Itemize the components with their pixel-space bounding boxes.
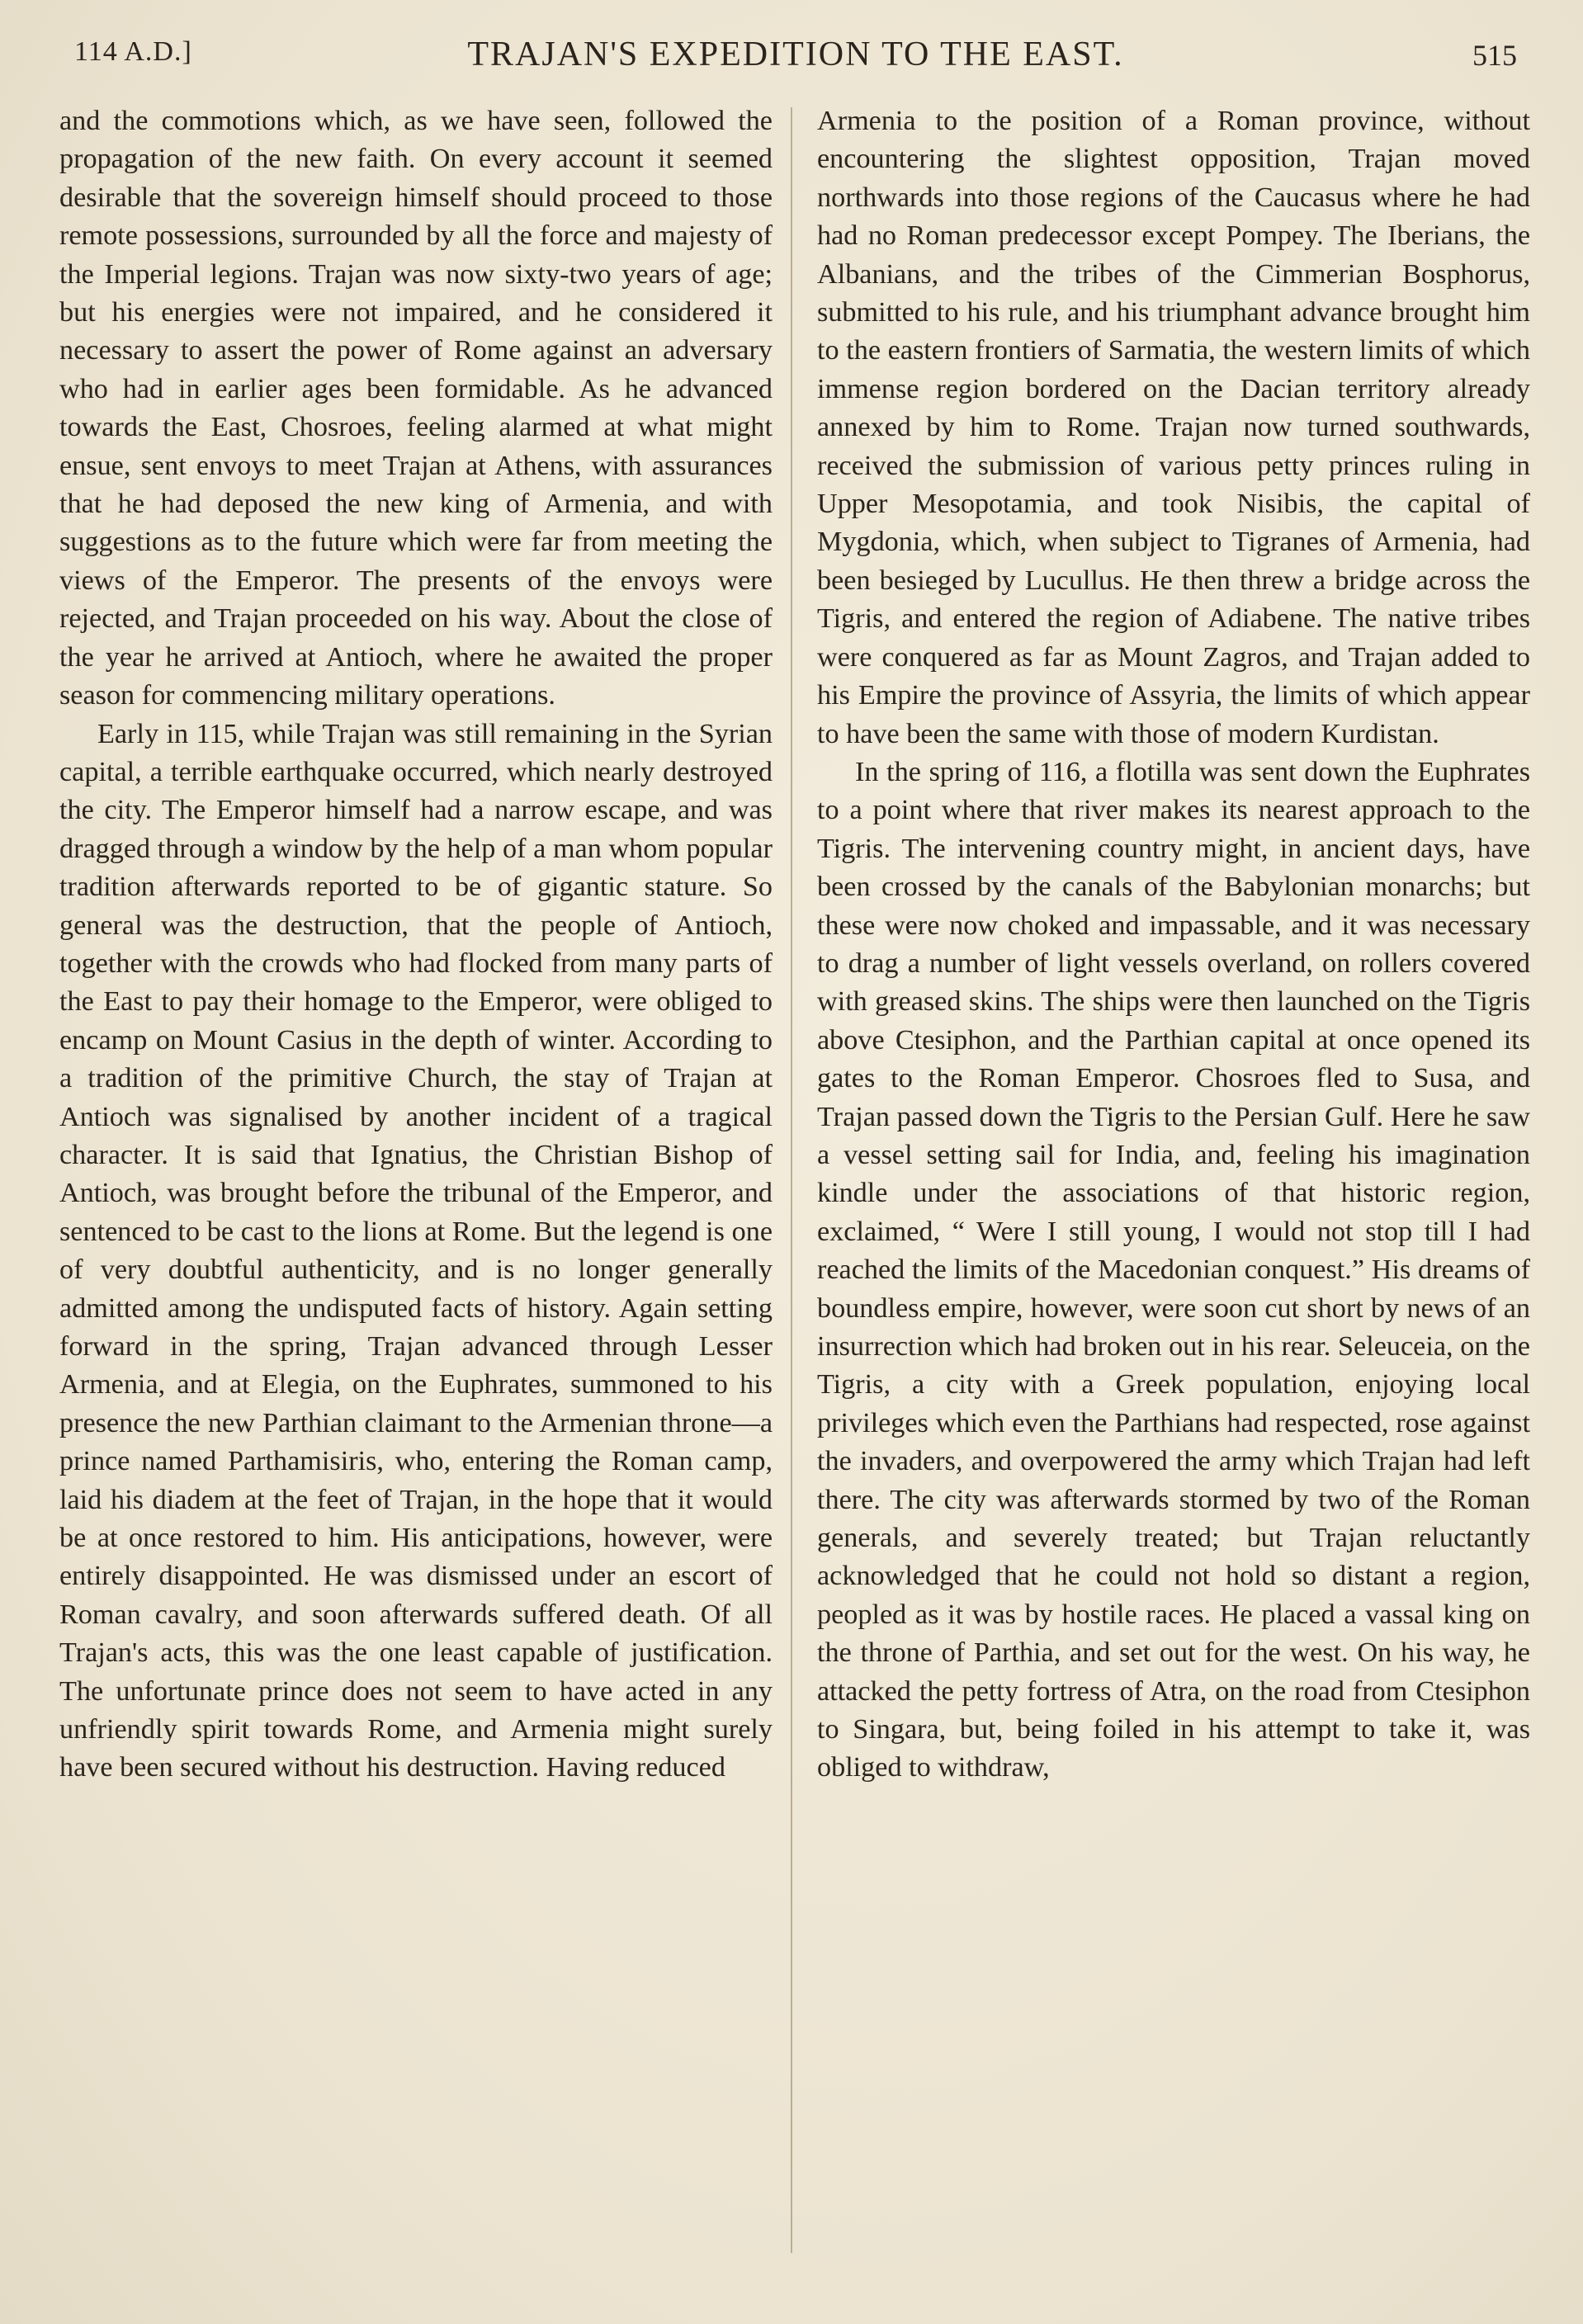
left-column — [59, 102, 773, 1788]
paragraph: and the commotions which, as we have seen, followed the propagation of the new faith. On every account it seemed desirable that the sovereign himself should proceed to those remote possessions, surrounded by all the force and majesty of the Imperial legions. Trajan was now sixty-two years of age; but his energies were not impaired, and he considered it necessary to assert the power of Rome against an adversary who had in earlier ages been formidable. As he advanced towards the East, Chosroes, feeling alarmed at what might ensue, sent envoys to meet Trajan at Athens, with assurances that he had deposed the new king of Armenia, and with suggestions as to the future which were far from meeting the views of the Emperor. The presents of the envoys were rejected, and Trajan proceeded on his way. About the close of the year he arrived at Antioch, where he awaited the proper season for commencing military operations. — [59, 106, 773, 711]
header-date: 114 A.D.] — [74, 36, 192, 67]
paragraph: Armenia to the position of a Roman province, without encountering the slightest opposition, Trajan moved northwards into those regions of the Caucasus where he had had no Roman predecessor except Pompey. The Iberians, the Albanians, and the tribes of the Cimmerian Bosphorus, submitted to his rule, and his triumphant advance brought him to the eastern frontiers of Sarmatia, the western limits of which immense region bordered on the Dacian territory already annexed by him to Rome. Trajan now turned southwards, received the submission of various petty princes ruling in Upper Mesopotamia, and took Nisibis, the capital of Mygdonia, which, when subject to Tigranes of Armenia, had been besieged by Lucullus. He then threw a bridge across the Tigris, and entered the region of Adiabene. The native tribes were conquered as far as Mount Zagros, and Trajan added to his Empire the province of Assyria, the limits of which appear to have been the same with those of modern Kurdistan. — [817, 106, 1530, 749]
paragraph: Early in 115, while Trajan was still remaining in the Syrian capital, a terrible earthquake occurred, which nearly destroyed the city. The Emperor himself had a narrow escape, and was dragged through a window by the help of a man whom popular tradition afterwards reported to be of gigantic stature. So general was the destruction, that the people of Antioch, together with the crowds who had flocked from many parts of the East to pay their homage to the Emperor, were obliged to encamp on Mount Casius in the depth of winter. According to a tradition of the primitive Church, the stay of Trajan at Antioch was signalised by another incident of a tragical character. It is said that Ignatius, the Christian Bishop of Antioch, was brought before the tribunal of the Emperor, and sentenced to be cast to the lions at Rome. But the legend is one of very doubtful authenticity, and is no longer generally admitted among the undisputed facts of history. Again setting forward in the spring, Trajan advanced through Lesser Armenia, and at Elegia, on the Euphrates, summoned to his presence the new Parthian claimant to the Armenian throne—a prince named Parthamisiris, who, entering the Roman camp, laid his diadem at the feet of Trajan, in the hope that it would be at once restored to him. His anticipations, however, were entirely disappointed. He was dismissed under an escort of Roman cavalry, and soon afterwards suffered death. Of all Trajan's acts, this was the one least capable of justification. The unfortunate prince does not seem to have acted in any unfriendly spirit towards Rome, and Armenia might surely have been secured without his destruction. Having reduced — [59, 718, 773, 1783]
page-number: 515 — [1472, 39, 1517, 72]
running-header — [74, 35, 1517, 84]
paragraph: In the spring of 116, a flotilla was sent down the Euphrates to a point where that river makes its nearest approach to the Tigris. The intervening country might, in ancient days, have been crossed by the canals of the Babylonian monarchs; but these were now choked and impassable, and it was necessary to drag a number of light vessels overland, on rollers covered with greased skins. The ships were then launched on the Tigris above Ctesiphon, and the Parthian capital at once opened its gates to the Roman Emperor. Chosroes fled to Susa, and Trajan passed down the Tigris to the Persian Gulf. Here he saw a vessel setting sail for India, and, feeling his imagination kindle under the associations of that historic region, exclaimed, “ Were I still young, I would not stop till I had reached the limits of the Macedonian conquest.” His dreams of boundless empire, however, were soon cut short by news of an insurrection which had broken out in his rear. Seleuceia, on the Tigris, a city with a Greek population, enjoying local privileges which even the Parthians had respected, rose against the invaders, and overpowered the army which Trajan had left there. The city was afterwards stormed by two of the Roman generals, and severely treated; but Trajan reluctantly acknowledged that he could not hold so distant a region, peopled as it was by hostile races. He placed a vassal king on the throne of Parthia, and set out for the west. On his way, he attacked the petty fortress of Atra, on the road from Ctesiphon to Singara, but, being foiled in his attempt to take it, was obliged to withdraw, — [817, 756, 1530, 1783]
header-title: TRAJAN'S EXPEDITION TO THE EAST. — [467, 35, 1124, 73]
right-column — [817, 102, 1530, 1788]
column-divider — [791, 107, 792, 2253]
